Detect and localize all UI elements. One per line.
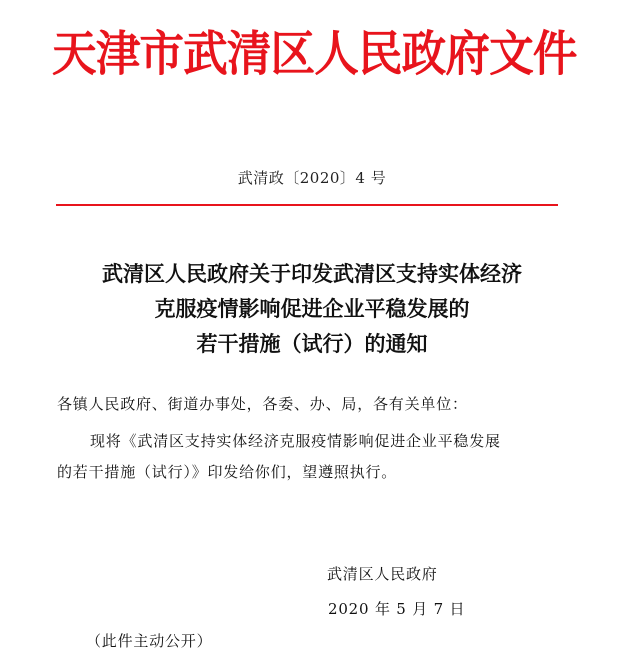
signature-organization: 武清区人民政府 xyxy=(327,565,438,583)
signature-date: 2020 年 5 月 7 日 xyxy=(328,600,466,618)
body-paragraph-line: 的若干措施（试行）》印发给你们，望遵照执行。 xyxy=(57,463,398,481)
publication-note: （此件主动公开） xyxy=(86,632,213,650)
red-separator-line xyxy=(56,204,558,206)
body-paragraph-line: 现将《武清区支持实体经济克服疫情影响促进企业平稳发展 xyxy=(90,432,501,450)
document-title xyxy=(40,256,584,361)
document-number: 武清政〔2020〕4 号 xyxy=(237,169,387,187)
title-line: 若干措施（试行）的通知 xyxy=(196,331,428,356)
body-paragraph xyxy=(57,426,567,488)
title-line: 武清区人民政府关于印发武清区支持实体经济 xyxy=(102,261,522,286)
document-masthead: 天津市武清区人民政府文件 xyxy=(52,26,577,82)
title-line: 克服疫情影响促进企业平稳发展的 xyxy=(154,296,470,321)
salutation: 各镇人民政府、街道办事处，各委、办、局，各有关单位： xyxy=(57,395,468,413)
